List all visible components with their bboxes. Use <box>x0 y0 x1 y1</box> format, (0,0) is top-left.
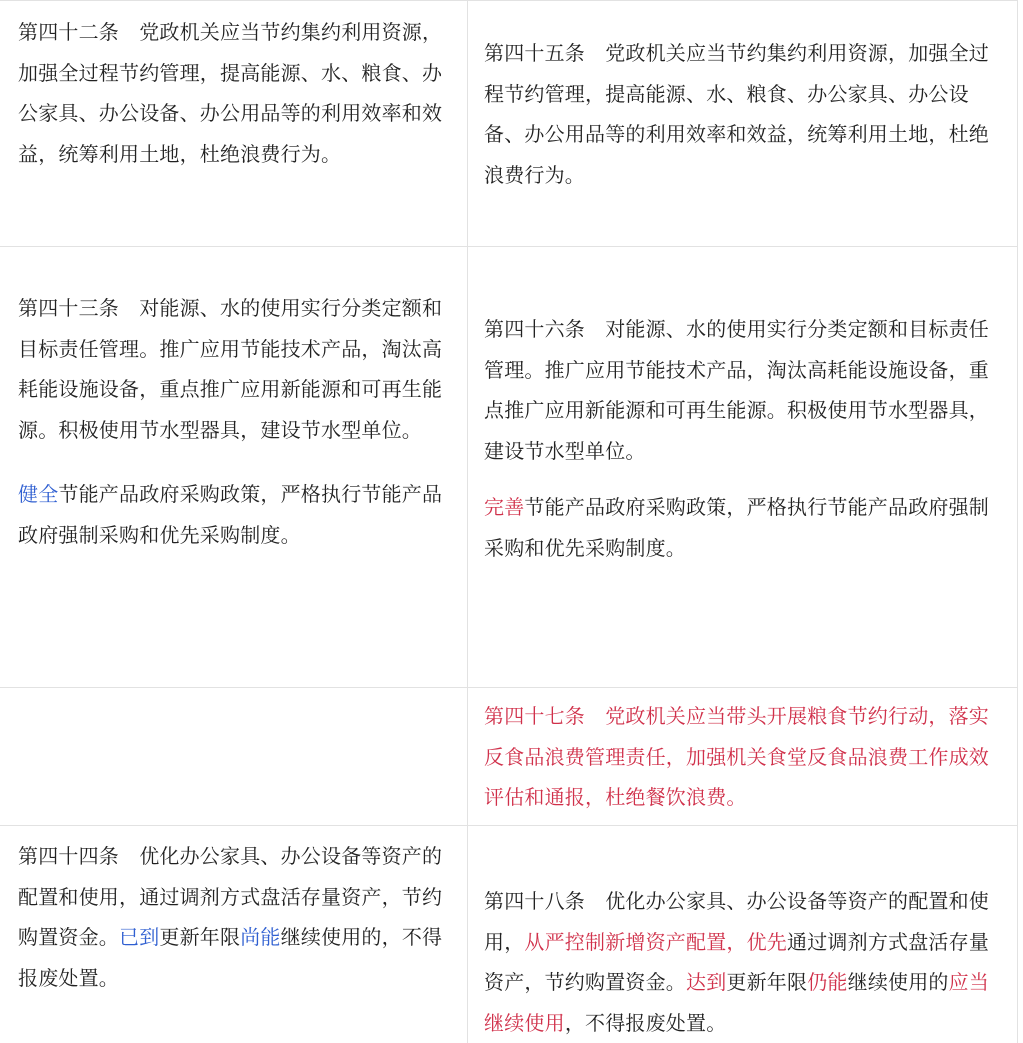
paragraph <box>484 33 1004 195</box>
text-run: 节能产品政府采购政策，严格执行节能产品政府强制采购和优先采购制度。 <box>18 482 443 547</box>
text-run: 更新年限 <box>159 925 241 949</box>
changed-text: 完善 <box>484 495 525 519</box>
text-run: 第四十六条 对能源、水的使用实行分类定额和目标责任管理。推广应用节能技术产品，淘汰高耗能设施设备，重点推广应用新能源和可再生能源。积极使用节水型器具，建设节水型单位。 <box>484 317 989 463</box>
text-run: 第四十五条 党政机关应当节约集约利用资源，加强全过程节约管理，提高能源、水、粮食、办公家具、办公设备、办公用品等的利用效率和效益，统筹利用土地，杜绝浪费行为。 <box>484 41 989 187</box>
changed-text: 仍能 <box>807 970 848 994</box>
paragraph <box>18 12 458 174</box>
text-run: 第四十三条 对能源、水的使用实行分类定额和目标责任管理。推广应用节能技术产品，淘汰高耗能设施设备，重点推广应用新能源和可再生能源。积极使用节水型器具，建设节水型单位。 <box>18 296 443 442</box>
text-run: 第四十二条 党政机关应当节约集约利用资源，加强全过程节约管理，提高能源、水、粮食、办公家具、办公设备、办公用品等的利用效率和效益，统筹利用土地，杜绝浪费行为。 <box>18 20 443 166</box>
paragraph <box>18 836 458 998</box>
changed-text: 应当继续使用 <box>484 970 990 1035</box>
changed-text: 达到 <box>686 970 727 994</box>
text-run: 继续使用的，不得报废处置。 <box>18 925 443 990</box>
paragraph <box>484 881 1004 1043</box>
old-article-cell <box>18 288 458 555</box>
text-run: ，不得报废处置。 <box>564 1010 727 1035</box>
changed-text: 第四十七条 党政机关应当带头开展粮食节约行动，落实反食品浪费管理责任，加强机关食堂反食品浪费工作成效评估和通报，杜绝餐饮浪费。 <box>484 704 989 809</box>
old-article-cell <box>18 836 458 998</box>
paragraph <box>484 696 1004 818</box>
text-run: 节能产品政府采购政策，严格执行节能产品政府强制采购和优先采购制度。 <box>484 495 990 560</box>
paragraph <box>484 487 1004 568</box>
new-article-cell <box>484 881 1004 1043</box>
changed-text: 从严控制新增资产配置，优先 <box>524 929 788 954</box>
changed-text: 健全 <box>18 482 59 506</box>
new-article-cell <box>484 309 1004 568</box>
table-right-border <box>1017 0 1018 1043</box>
text-run: 更新年限 <box>726 970 808 994</box>
paragraph <box>484 309 1004 471</box>
text-run: 第四十四条 优化办公家具、办公设备等资产的配置和使用，通过调剂方式盘活存量资产，节约购置资金。 <box>18 844 443 949</box>
text-run: 第四十八条 优化办公家具、办公设备等资产的配置和使用， <box>484 889 989 954</box>
paragraph <box>18 288 458 450</box>
text-run: 继续使用的 <box>847 970 949 994</box>
paragraph <box>18 474 458 555</box>
text-run: 通过调剂方式盘活存量资产，节约购置资金。 <box>484 929 990 994</box>
new-article-cell <box>484 33 1004 195</box>
changed-text: 尚能 <box>240 925 281 949</box>
new-article-cell <box>484 696 1004 818</box>
old-article-cell <box>18 12 458 174</box>
changed-text: 已到 <box>119 925 160 949</box>
